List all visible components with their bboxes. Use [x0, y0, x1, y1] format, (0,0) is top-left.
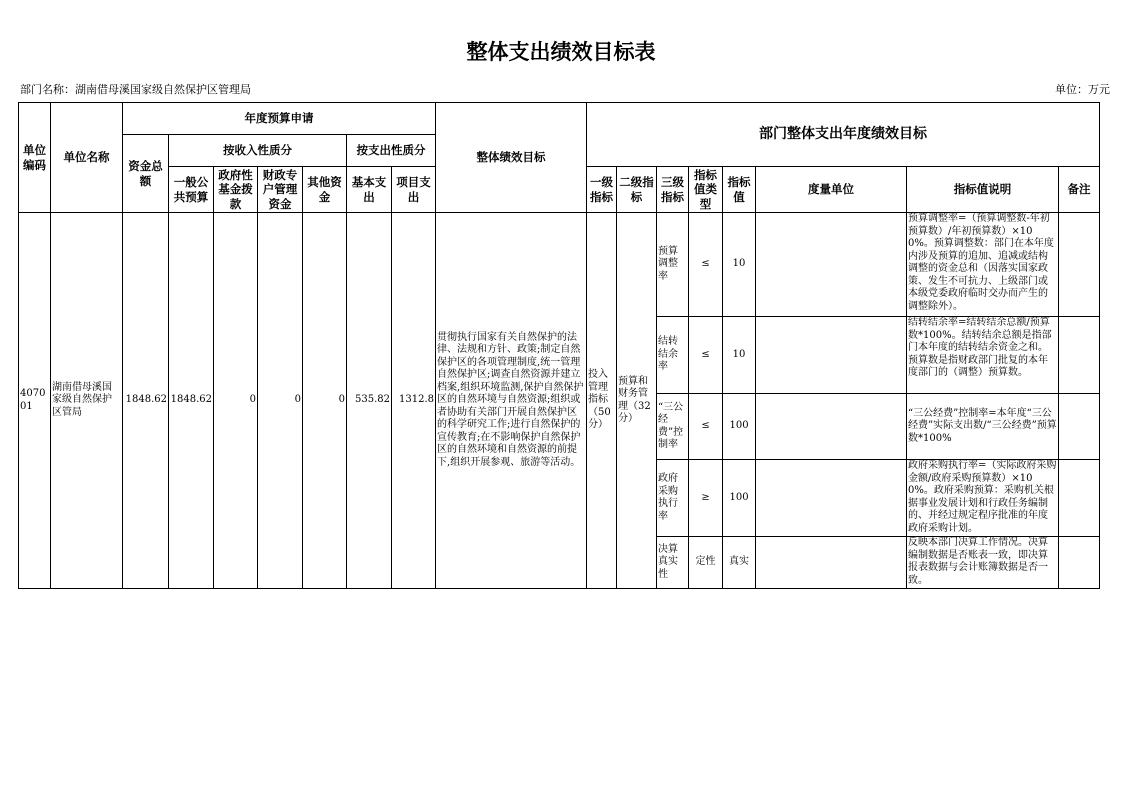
cell-unit-code: 407001: [19, 213, 51, 589]
header-overall-goal: 整体绩效目标: [436, 103, 587, 213]
cell-remark: [1059, 317, 1100, 394]
header-dept-goal: 部门整体支出年度绩效目标: [587, 103, 1100, 167]
cell-level3: 结转结余率: [657, 317, 689, 394]
header-by-expense: 按支出性质分: [347, 135, 436, 167]
cell-level3: “三公经费”控制率: [657, 394, 689, 460]
header-special-fund: 财政专户管理资金: [258, 167, 303, 213]
header-indicator-value: 指标值: [723, 167, 756, 213]
cell-indicator-type: ≤: [689, 317, 723, 394]
cell-measure-unit: [756, 213, 907, 317]
header-level1: 一级指标: [587, 167, 617, 213]
cell-remark: [1059, 394, 1100, 460]
cell-basic-expense: 535.82: [347, 213, 392, 589]
cell-special-fund: 0: [258, 213, 303, 589]
cell-indicator-type: ≤: [689, 213, 723, 317]
cell-measure-unit: [756, 317, 907, 394]
cell-indicator-value: 真实: [723, 537, 756, 589]
cell-level3: 决算真实性: [657, 537, 689, 589]
header-unit-name: 单位名称: [51, 103, 123, 213]
cell-project-expense: 1312.8: [392, 213, 436, 589]
cell-level3: 预算调整率: [657, 213, 689, 317]
cell-general-budget: 1848.62: [169, 213, 214, 589]
cell-other-fund: 0: [303, 213, 347, 589]
cell-level1: 投入管理指标（50分）: [587, 213, 617, 589]
cell-remark: [1059, 537, 1100, 589]
cell-level2: 预算和财务管理（32分）: [617, 213, 657, 589]
cell-remark: [1059, 213, 1100, 317]
header-measure-unit: 度量单位: [756, 167, 907, 213]
cell-level3: 政府采购执行率: [657, 460, 689, 537]
cell-gov-fund: 0: [214, 213, 258, 589]
cell-indicator-type: ≥: [689, 460, 723, 537]
cell-indicator-value: 100: [723, 394, 756, 460]
header-budget-application: 年度预算申请: [123, 103, 436, 135]
cell-indicator-type: 定性: [689, 537, 723, 589]
table-row: [19, 213, 1100, 317]
cell-indicator-value: 10: [723, 317, 756, 394]
page-title: 整体支出绩效目标表: [466, 40, 656, 64]
cell-indicator-desc: “三公经费”控制率=本年度“三公经费”实际支出数/“三公经费”预算数*100%: [907, 394, 1059, 460]
cell-indicator-value: 100: [723, 460, 756, 537]
header-indicator-desc: 指标值说明: [907, 167, 1059, 213]
cell-indicator-desc: [907, 537, 1059, 589]
cell-indicator-type: ≤: [689, 394, 723, 460]
cell-measure-unit: [756, 537, 907, 589]
header-level2: 二级指标: [617, 167, 657, 213]
header-project-expense: 项目支出: [392, 167, 436, 213]
header-level3: 三级指标: [657, 167, 689, 213]
cell-indicator-desc: [907, 213, 1059, 317]
department-label: 部门名称：湖南借母溪国家级自然保护区管理局: [20, 83, 251, 96]
header-general-budget: 一般公共预算: [169, 167, 214, 213]
indicator-desc-text: 反映本部门决算工作情况。决算编制数据是否账表一致，即决算报表数据与会计账簿数据是否一致。: [908, 537, 1049, 586]
header-by-income: 按收入性质分: [169, 135, 347, 167]
header-other-fund: 其他资金: [303, 167, 347, 213]
header-gov-fund: 政府性基金拨款: [214, 167, 258, 213]
cell-indicator-desc: [907, 317, 1059, 394]
cell-unit-name: 湖南借母溪国家级自然保护区管局: [51, 213, 123, 589]
cell-overall-goal: 贯彻执行国家有关自然保护的法律、法规和方针、政策;制定自然保护区的各项管理制度,统一管理自然保护区;调查自然资源并建立档案,组织环境监测,保护自然保护区的自然环境与自然资源;组织或者协助有关部门开展自然保护区的科学研究工作;进行自然保护的宣传教育;在不影响保护自然保护区的自然环境和自然资源的前提下,组织开展参观、旅游等活动。: [436, 213, 587, 589]
unit-label: 单位：万元: [1055, 83, 1110, 96]
header-unit-code: 单位编码: [19, 103, 51, 213]
performance-table: [18, 102, 1100, 589]
indicator-desc-text: 结转结余率=结转结余总额/预算数*100%。结转结余总额是指部门本年度的结转结余资金之和。预算数是指财政部门批复的本年度部门的（调整）预算数。: [908, 317, 1052, 378]
indicator-desc-text: 预算调整率=（预算调整数-年初预算数）/年初预算数）×100%。预算调整数：部门在本年度内涉及预算的追加、追减或结构调整的资金总和（因落实国家政策、发生不可抗力、上级部门或本级党委政府临时交办而产生的调整除外）。: [908, 213, 1054, 312]
header-indicator-type: 指标值类型: [689, 167, 723, 213]
cell-measure-unit: [756, 460, 907, 537]
cell-remark: [1059, 460, 1100, 537]
indicator-desc-text: 政府采购执行率=（实际政府采购金额/政府采购预算数）×100%。政府采购预算：采购机关根据事业发展计划和行政任务编制的、并经过规定程序批准的年度政府采购计划。: [908, 460, 1057, 534]
header-total-funds: 资金总额: [123, 135, 169, 213]
cell-measure-unit: [756, 394, 907, 460]
cell-indicator-desc: [907, 460, 1059, 537]
header-remark: 备注: [1059, 167, 1100, 213]
cell-total-funds: 1848.62: [123, 213, 169, 589]
header-basic-expense: 基本支出: [347, 167, 392, 213]
cell-indicator-value: 10: [723, 213, 756, 317]
